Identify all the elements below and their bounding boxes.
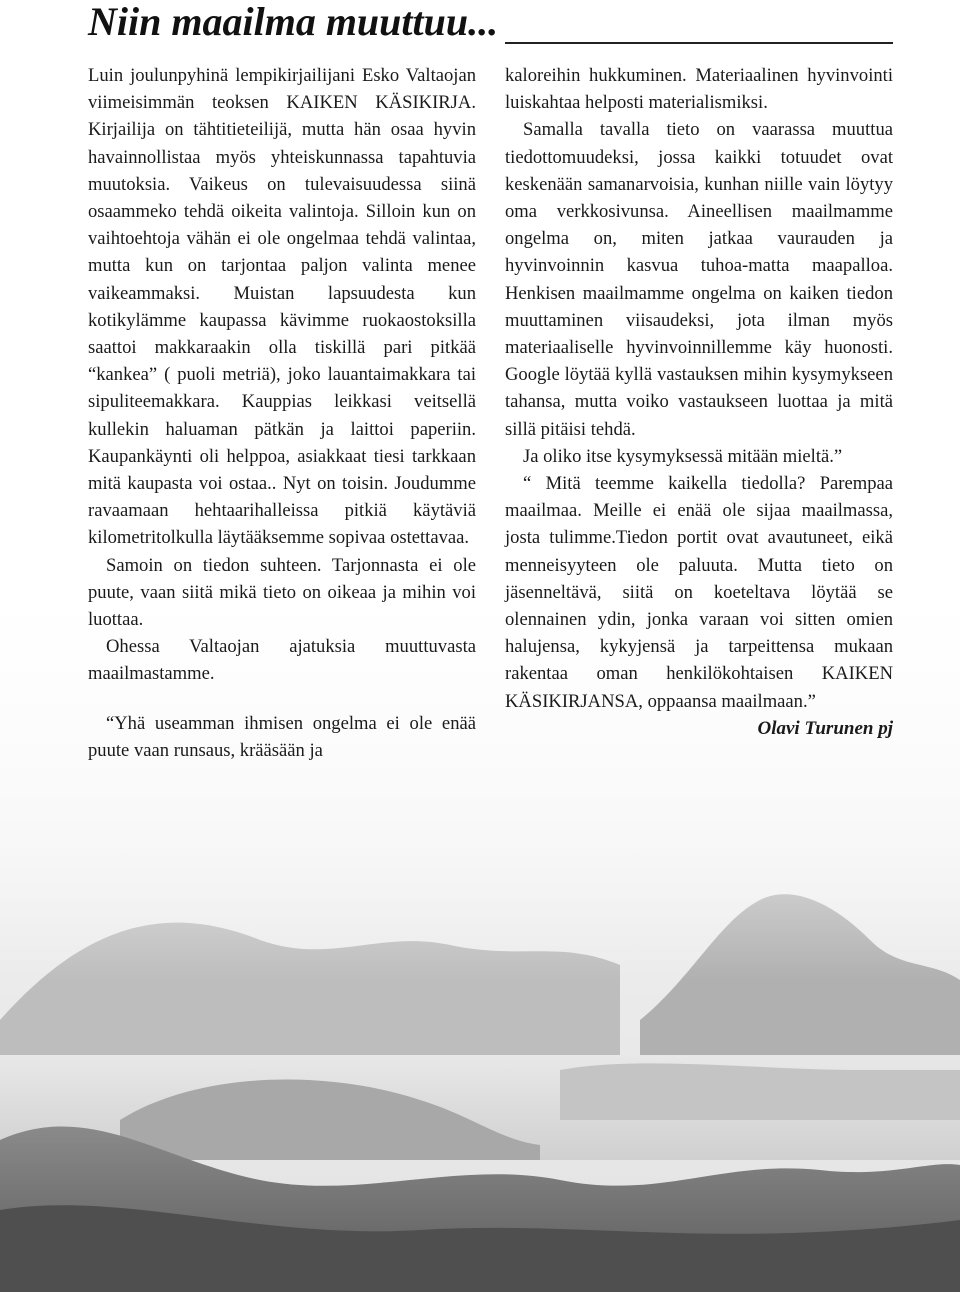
quote-paragraph: “Yhä useamman ihmisen ongelma ei ole enää puute vaan runsaus, krääsään ja bbox=[88, 712, 476, 761]
paragraph: Samalla tavalla tieto on vaarassa muuttua tiedottomuudeksi, jossa kaikki totuudet ovat keskenään samanarvoisia, kunhan niille vain löytyy oma verkkosivunsa. Aineellisen maailmamme ongelma on, miten jatkaa vaurauden ja hyvinvoinnin kasvua tuhoa-matta maapalloa. Henkisen maailmamme ongelma on kaiken tiedon muuttaminen viisaudeksi, jota ilman myös materiaaliselle hyvinvoinnillemme käy huonosti. Google löytää kyllä vastauksen mihin kysymykseen tahansa, mutta voiko vastaukseen luottaa ja mitä sillä pitäisi tehdä. bbox=[505, 119, 893, 440]
paragraph: Luin joulunpyhinä lempikirjailijani Esko Valtaojan viimeisimmän teoksen KAIKEN KÄSIKIRJA. Kirjailija on tähtitieteilijä, mutta hän osaa hyvin havainnollistaa myös yhteiskunnassa tapahtuvia muutoksia. Vaikeus on tulevaisuudessa siinä osaammeko tehdä oikeita valintoja. Silloin kun on vaihtoehtoja vähän ei ole ongelmaa tehdä valintaa, mutta kun on tarjontaa paljon valinta menee vaikeammaksi. Muistan lapsuudesta kun kotikylämme kaupassa kävimme ruokaostoksilla saattoi makkaraakin olla tiskillä pari pitkää “kankea” ( puoli metriä), joko lauantaimakkara tai sipuliteemakkara. Kauppias leikkasi veitsellä kullekin haluaman pätkän ja laittoi paperiin. Kaupankäynti oli helppoa, asiakkaat tiesi tarkkaan mitä kaupasta voi ostaa.. Nyt on toisin. Joudumme ravaamaan hehtaarihalleissa pitkiä käytäviä kilometritolkulla läytääksemme sopivaa ostettavaa. bbox=[88, 65, 476, 549]
paragraph: Samoin on tiedon suhteen. Tarjonnasta ei ole puute, vaan siitä mikä tieto on oikeaa ja mihin voi luottaa. bbox=[88, 554, 476, 631]
article-title: Niin maailma muuttuu... bbox=[88, 0, 499, 44]
paragraph: Ohessa Valtaojan ajatuksia muuttuvasta maailmastamme. bbox=[88, 636, 476, 685]
author-signature: Olavi Turunen pj bbox=[757, 717, 893, 739]
title-rule bbox=[505, 42, 893, 44]
paragraph: kaloreihin hukkuminen. Materiaalinen hyvinvointi luiskahtaa helposti materialismiksi. bbox=[505, 65, 893, 114]
right-column bbox=[505, 62, 893, 742]
paragraph: Ja oliko itse kysymyksessä mitään mieltä.” bbox=[523, 445, 843, 467]
left-column bbox=[88, 62, 476, 764]
quote-paragraph: “ Mitä teemme kaikella tiedolla? Parempaa maailmaa. Meille ei enää ole sijaa maailmassa, josta tulimme.Tiedon portit ovat avautuneet, eikä menneisyyteen ole paluuta. Mutta tieto on jäsenneltävä, siitä on koeteltava löytää se olennainen ydin, jonka varaan voi sitten omien halujensa, kykyjensä ja tarpeittensa mukaan rakentaa oman henkilökohtaisen KAIKEN KÄSIKIRJANSA, oppaansa maailmaan.” bbox=[505, 473, 893, 712]
